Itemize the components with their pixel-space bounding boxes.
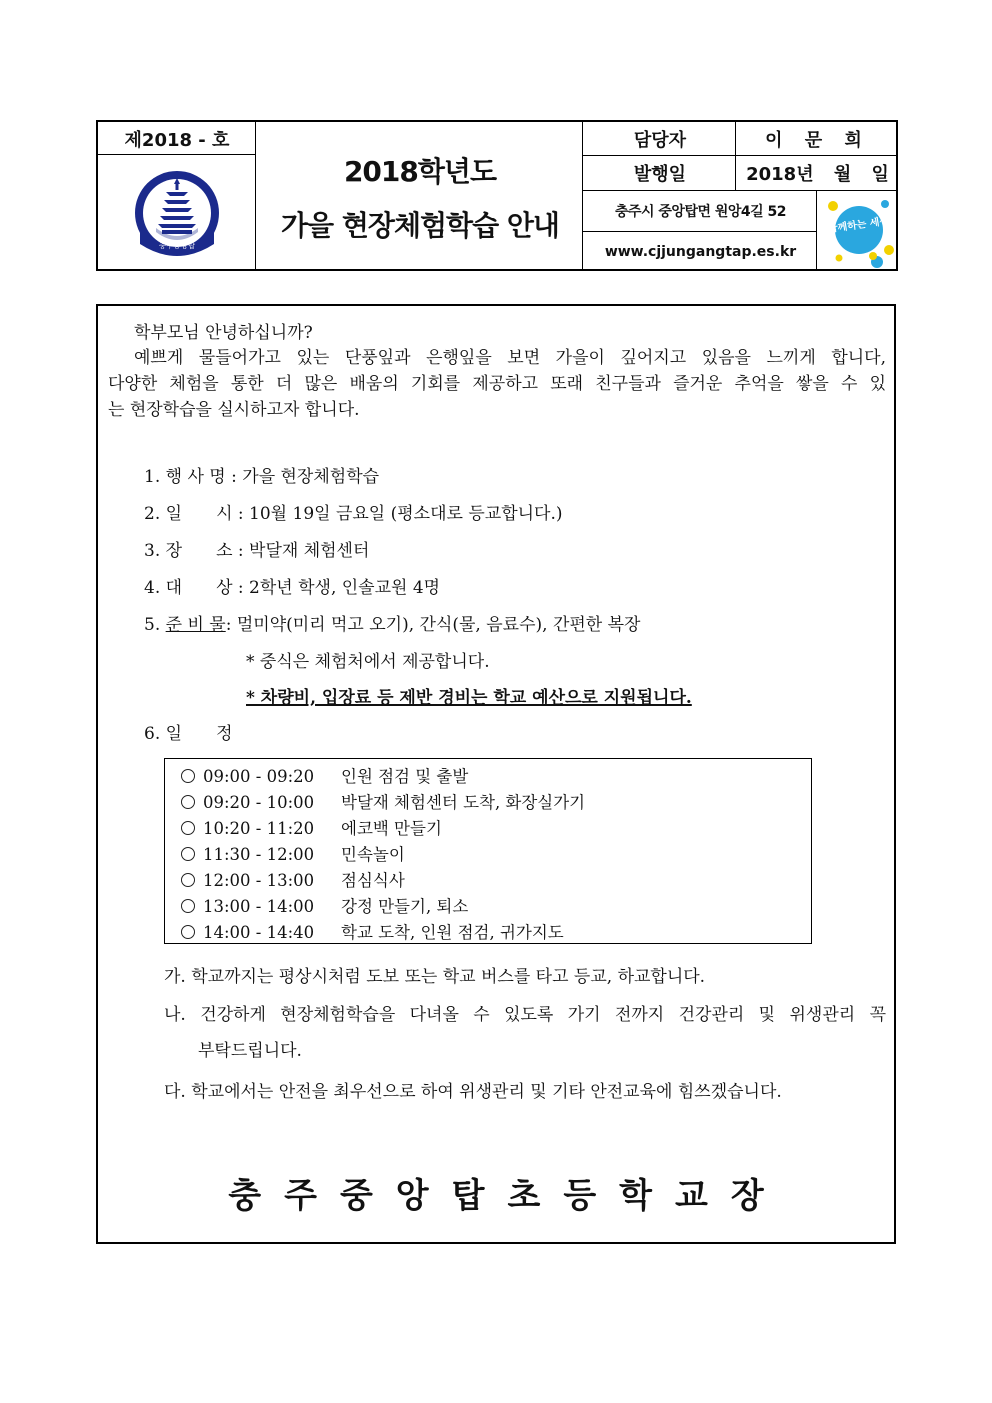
schedule-time: 10:20 - 11:20 bbox=[203, 819, 315, 838]
detail-event: 1. 행 사 명 : 가을 현장체험학습 bbox=[144, 467, 380, 487]
schedule-activity: 학교 도착, 인원 점검, 귀가지도 bbox=[341, 923, 564, 942]
circle-bullet-icon bbox=[181, 899, 195, 913]
schedule-row bbox=[181, 919, 564, 943]
circle-bullet-icon bbox=[181, 795, 195, 809]
letter-body bbox=[96, 304, 896, 1244]
slogan-logo bbox=[818, 191, 898, 271]
detail-value: 멀미약(미리 먹고 오기), 간식(물, 음료수), 간편한 복장 bbox=[236, 615, 641, 635]
schedule-row bbox=[181, 867, 405, 891]
detail-number: 1. bbox=[144, 467, 161, 487]
schedule-time: 14:00 - 14:40 bbox=[203, 923, 315, 942]
schedule-time: 12:00 - 13:00 bbox=[203, 871, 315, 890]
note-lunch: * 중식은 체험처에서 제공합니다. bbox=[246, 652, 490, 672]
schedule-table bbox=[164, 758, 812, 944]
circle-bullet-icon bbox=[181, 925, 195, 939]
manager-name: 이 문 희 bbox=[765, 129, 870, 151]
detail-target: 4. 대 상 : 2학년 학생, 인솔교원 4명 bbox=[144, 578, 441, 598]
schedule-heading bbox=[144, 719, 233, 744]
schedule-row bbox=[181, 815, 442, 839]
slogan-text: 함께하는 세상 bbox=[827, 215, 890, 236]
greeting: 학부모님 안녕하십니까? bbox=[134, 323, 313, 343]
schedule-row bbox=[181, 763, 468, 787]
circle-bullet-icon bbox=[181, 821, 195, 835]
detail-label: 대 상 bbox=[165, 578, 233, 598]
title-main: 가을 현장체험학습 안내 bbox=[281, 208, 559, 242]
issue-date-label: 발행일 bbox=[633, 164, 687, 185]
detail-supplies: 5. 준 비 물: 멀미약(미리 먹고 오기), 간식(물, 음료수), 간편한 복장 bbox=[144, 615, 641, 635]
detail-label: 행 사 명 bbox=[165, 467, 226, 487]
issue-date: 2018년 월 일 bbox=[746, 164, 889, 185]
detail-label: 장 소 bbox=[165, 541, 233, 561]
slogan-logo-icon bbox=[819, 192, 897, 270]
schedule-activity: 점심식사 bbox=[341, 871, 405, 890]
detail-label: 준 비 물 bbox=[165, 615, 226, 635]
intro-line-1: 예쁘게 물들어가고 있는 단풍잎과 은행잎을 보면 가을이 깊어지고 있음을 느끼게 합니다, bbox=[134, 348, 886, 368]
detail-label: 일 시 bbox=[165, 504, 233, 524]
detail-place: 3. 장 소 : 박달재 체험센터 bbox=[144, 541, 370, 561]
detail-number: 2. bbox=[144, 504, 161, 524]
manager-label: 담당자 bbox=[633, 129, 687, 151]
detail-date: 2. 일 시 : 10월 19일 금요일 (평소대로 등교합니다.) bbox=[144, 504, 563, 524]
schedule-activity: 에코백 만들기 bbox=[341, 819, 442, 838]
detail-value: 가을 현장체험학습 bbox=[242, 467, 380, 487]
detail-number: 3. bbox=[144, 541, 161, 561]
detail-value: 10월 19일 금요일 (평소대로 등교합니다.) bbox=[249, 504, 563, 524]
remark-c: 다. 학교에서는 안전을 최우선으로 하여 위생관리 및 기타 안전교육에 힘쓰겠습니다. bbox=[164, 1082, 782, 1102]
schedule-activity: 박달재 체험센터 도착, 화장실가기 bbox=[341, 793, 586, 812]
schedule-activity: 인원 점검 및 출발 bbox=[341, 767, 469, 786]
document-title bbox=[257, 122, 583, 271]
document-number: 제2018 - 호 bbox=[124, 129, 230, 151]
detail-value: 2학년 학생, 인솔교원 4명 bbox=[249, 578, 441, 598]
circle-bullet-icon bbox=[181, 847, 195, 861]
pagoda-logo-icon bbox=[132, 168, 222, 258]
remark-a: 가. 학교까지는 평상시처럼 도보 또는 학교 버스를 타고 등교, 하교합니다. bbox=[164, 967, 706, 987]
note-cost: * 차량비, 입장료 등 제반 경비는 학교 예산으로 지원됩니다. bbox=[246, 688, 692, 708]
remark-b-line-2: 부탁드립니다. bbox=[198, 1041, 302, 1061]
schedule-time: 09:00 - 09:20 bbox=[203, 767, 315, 786]
circle-bullet-icon bbox=[181, 769, 195, 783]
document-header bbox=[96, 120, 898, 271]
schedule-time: 09:20 - 10:00 bbox=[203, 793, 315, 812]
school-logo bbox=[98, 155, 256, 271]
schedule-time: 11:30 - 12:00 bbox=[203, 845, 315, 864]
schedule-activity: 민속놀이 bbox=[341, 845, 405, 864]
school-website: www.cjjungangtap.es.kr bbox=[604, 243, 797, 260]
schedule-row bbox=[181, 841, 405, 865]
intro-line-3: 는 현장학습을 실시하고자 합니다. bbox=[108, 400, 360, 420]
schedule-label: 일 정 bbox=[165, 724, 233, 744]
detail-value: 박달재 체험센터 bbox=[249, 541, 370, 561]
principal-signature: 충주중앙탑초등학교장 bbox=[228, 1176, 787, 1216]
schedule-activity: 강정 만들기, 퇴소 bbox=[341, 897, 469, 916]
detail-number: 5. bbox=[144, 615, 161, 635]
schedule-row bbox=[181, 789, 585, 813]
logo-text: 충주중앙탑 bbox=[158, 241, 196, 250]
title-year: 2018학년도 bbox=[343, 154, 497, 188]
remark-b-line-1: 나. 건강하게 현장체험학습을 다녀올 수 있도록 가기 전까지 건강관리 및 위생관리 꼭 bbox=[164, 1005, 886, 1025]
schedule-time: 13:00 - 14:00 bbox=[203, 897, 315, 916]
detail-number: 4. bbox=[144, 578, 161, 598]
intro-line-2: 다양한 체험을 통한 더 많은 배움의 기회를 제공하고 또래 친구들과 즐거운 추억을 쌓을 수 있 bbox=[108, 374, 886, 394]
school-address: 충주시 중앙탑면 원앙4길 52 bbox=[614, 204, 787, 220]
schedule-row bbox=[181, 893, 468, 917]
schedule-number: 6. bbox=[144, 724, 161, 744]
circle-bullet-icon bbox=[181, 873, 195, 887]
